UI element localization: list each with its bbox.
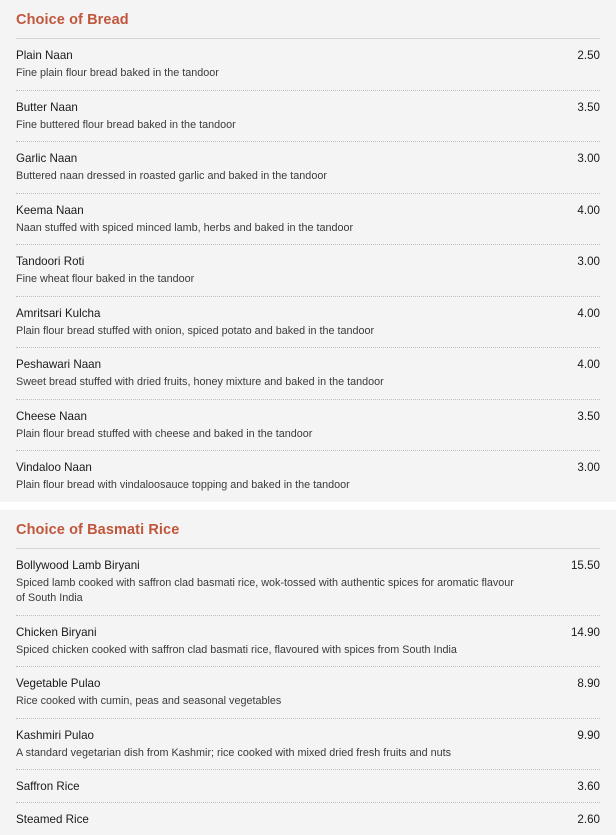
menu-item-name: Cheese Naan [16, 409, 577, 424]
menu-item[interactable] [16, 451, 600, 502]
menu-item-header [16, 676, 600, 691]
menu-item-price: 3.00 [577, 460, 600, 475]
menu-item-price: 3.00 [577, 151, 600, 166]
menu-item-header [16, 48, 600, 63]
menu-item-price: 4.00 [577, 357, 600, 372]
menu-item-price: 3.00 [577, 254, 600, 269]
menu-item-description: A standard vegetarian dish from Kashmir; rice cooked with mixed dried fresh fruits and nuts [16, 746, 516, 762]
menu-item-description: Fine plain flour bread baked in the tandoor [16, 66, 516, 82]
menu-item-header [16, 558, 600, 573]
menu-section [0, 510, 616, 835]
menu-item-header [16, 625, 600, 640]
menu-item-description: Rice cooked with cumin, peas and seasonal vegetables [16, 694, 516, 710]
menu-item-price: 14.90 [571, 625, 600, 640]
menu-item-description: Spiced lamb cooked with saffron clad basmati rice, wok-tossed with authentic spices for aromatic flavour of South India [16, 576, 516, 607]
menu-item-price: 2.50 [577, 48, 600, 63]
menu-item-name: Plain Naan [16, 48, 577, 63]
menu-item-header [16, 460, 600, 475]
menu-item-description: Plain flour bread stuffed with onion, spiced potato and baked in the tandoor [16, 324, 516, 340]
menu-item[interactable] [16, 400, 600, 452]
menu-item[interactable] [16, 91, 600, 143]
menu-item[interactable] [16, 194, 600, 246]
menu-item-name: Butter Naan [16, 100, 577, 115]
menu-item-name: Vindaloo Naan [16, 460, 577, 475]
section-header [0, 0, 616, 38]
menu-item-header [16, 151, 600, 166]
menu-item-name: Amritsari Kulcha [16, 306, 577, 321]
menu-item-header [16, 409, 600, 424]
menu-item-name: Garlic Naan [16, 151, 577, 166]
menu-item-name: Kashmiri Pulao [16, 728, 577, 743]
menu-item-description: Plain flour bread stuffed with cheese and baked in the tandoor [16, 427, 516, 443]
menu-item-price: 2.60 [577, 812, 600, 827]
menu-item-list [0, 549, 616, 835]
menu-item[interactable] [16, 616, 600, 668]
menu-item-header [16, 254, 600, 269]
menu-item[interactable] [16, 142, 600, 194]
menu-item[interactable] [16, 549, 600, 616]
menu-item-description: Sweet bread stuffed with dried fruits, honey mixture and baked in the tandoor [16, 375, 516, 391]
menu-item[interactable] [16, 770, 600, 803]
menu-item-price: 4.00 [577, 203, 600, 218]
menu-item-price: 3.50 [577, 409, 600, 424]
section-title: Choice of Basmati Rice [16, 521, 600, 548]
menu-item-name: Bollywood Lamb Biryani [16, 558, 571, 573]
menu-item-header [16, 203, 600, 218]
menu-item-price: 3.50 [577, 100, 600, 115]
menu-item-price: 15.50 [571, 558, 600, 573]
menu-item-header [16, 357, 600, 372]
menu-item[interactable] [16, 719, 600, 771]
menu-item-name: Tandoori Roti [16, 254, 577, 269]
menu-item[interactable] [16, 803, 600, 835]
menu-item-price: 4.00 [577, 306, 600, 321]
menu-item[interactable] [16, 348, 600, 400]
menu-item-name: Keema Naan [16, 203, 577, 218]
menu-item-price: 8.90 [577, 676, 600, 691]
menu-item[interactable] [16, 245, 600, 297]
menu-item-description: Fine buttered flour bread baked in the tandoor [16, 118, 516, 134]
section-title: Choice of Bread [16, 11, 600, 38]
menu-item[interactable] [16, 39, 600, 91]
menu-item-name: Peshawari Naan [16, 357, 577, 372]
menu-item-description: Fine wheat flour baked in the tandoor [16, 272, 516, 288]
menu-item[interactable] [16, 667, 600, 719]
menu-item-name: Chicken Biryani [16, 625, 571, 640]
menu-item-list [0, 39, 616, 502]
menu-item-description: Plain flour bread with vindaloosauce topping and baked in the tandoor [16, 478, 516, 494]
menu-item-price: 3.60 [577, 779, 600, 794]
menu-item-description: Naan stuffed with spiced minced lamb, herbs and baked in the tandoor [16, 221, 516, 237]
menu-item-description: Spiced chicken cooked with saffron clad basmati rice, flavoured with spices from South India [16, 643, 516, 659]
menu-item-name: Saffron Rice [16, 779, 577, 794]
menu-item[interactable] [16, 297, 600, 349]
menu-item-header [16, 779, 600, 794]
menu-item-header [16, 728, 600, 743]
menu-item-header [16, 306, 600, 321]
section-header [0, 510, 616, 548]
menu-item-price: 9.90 [577, 728, 600, 743]
menu-item-header [16, 812, 600, 827]
menu-item-header [16, 100, 600, 115]
menu-item-description: Buttered naan dressed in roasted garlic and baked in the tandoor [16, 169, 516, 185]
menu-item-name: Vegetable Pulao [16, 676, 577, 691]
menu-item-name: Steamed Rice [16, 812, 577, 827]
